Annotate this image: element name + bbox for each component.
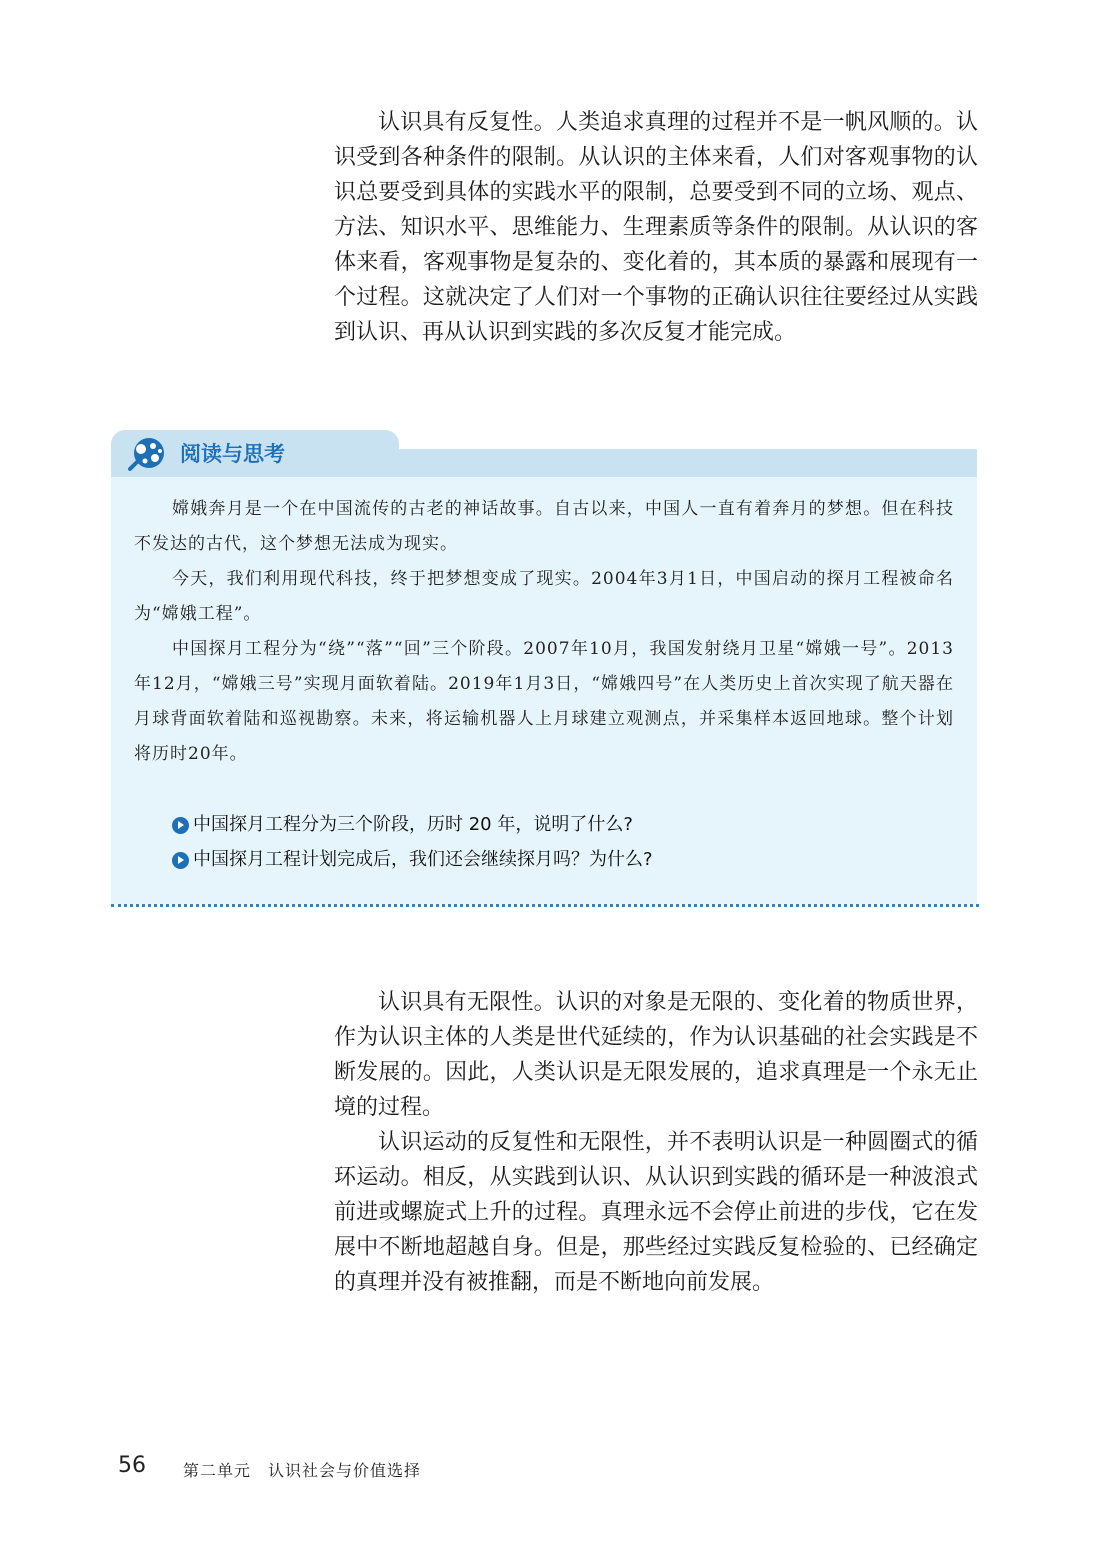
body-paragraph: 认识具有无限性。认识的对象是无限的、变化着的物质世界，作为认识主体的人类是世代延续的，作为认识基础的社会实践是不断发展的。因此，人类认识是无限发展的，追求真理是一个永无止境的过程。 — [334, 990, 978, 1120]
running-footer: 第二单元 认识社会与价值选择 — [183, 1461, 422, 1480]
arrow-bullet-icon — [172, 852, 189, 869]
magnifier-icon — [127, 436, 167, 472]
reading-paragraph: 嫦娥奔月是一个在中国流传的古老的神话故事。自古以来，中国人一直有着奔月的梦想。但在科技不发达的古代，这个梦想无法成为现实。 — [134, 499, 954, 554]
question-item — [172, 846, 653, 874]
reading-paragraph: 今天，我们利用现代科技，终于把梦想变成了现实。2004年3月1日，中国启动的探月工程被命名为“嫦娥工程”。 — [134, 569, 954, 624]
body-paragraph: 认识具有反复性。人类追求真理的过程并不是一帆风顺的。认识受到各种条件的限制。从认识的主体来看，人们对客观事物的认识总要受到具体的实践水平的限制，总要受到不同的立场、观点、方法、知识水平、思维能力、生理素质等条件的限制。从认识的客体来看，客观事物是复杂的、变化着的，其本质的暴露和展现有一个过程。这就决定了人们对一个事物的正确认识往往要经过从实践到认识、再从认识到实践的多次反复才能完成。 — [334, 110, 978, 345]
reading-box-title: 阅读与思考 — [180, 442, 285, 466]
question-text: 中国探月工程分为三个阶段，历时 20 年，说明了什么? — [193, 814, 633, 835]
reading-paragraph: 中国探月工程分为“绕”“落”“回”三个阶段。2007年10月，我国发射绕月卫星“嫦娥一号”。2013年12月，“嫦娥三号”实现月面软着陆。2019年1月3日，“嫦娥四号”在人类历史上首次实现了航天器在月球背面软着陆和巡视勘察。未来，将运输机器人上月球建立观测点，并采集样本返回地球。整个计划将历时20年。 — [134, 639, 954, 764]
question-item — [172, 811, 633, 839]
dotted-divider — [111, 904, 979, 907]
question-text: 中国探月工程计划完成后，我们还会继续探月吗？为什么? — [193, 849, 653, 870]
page-number: 56 — [118, 1453, 146, 1478]
body-paragraph: 认识运动的反复性和无限性，并不表明认识是一种圆圈式的循环运动。相反，从实践到认识、从认识到实践的循环是一种波浪式前进或螺旋式上升的过程。真理永远不会停止前进的步伐，它在发展中不断地超越自身。但是，那些经过实践反复检验的、已经确定的真理并没有被推翻，而是不断地向前发展。 — [334, 1130, 978, 1295]
arrow-bullet-icon — [172, 817, 189, 834]
